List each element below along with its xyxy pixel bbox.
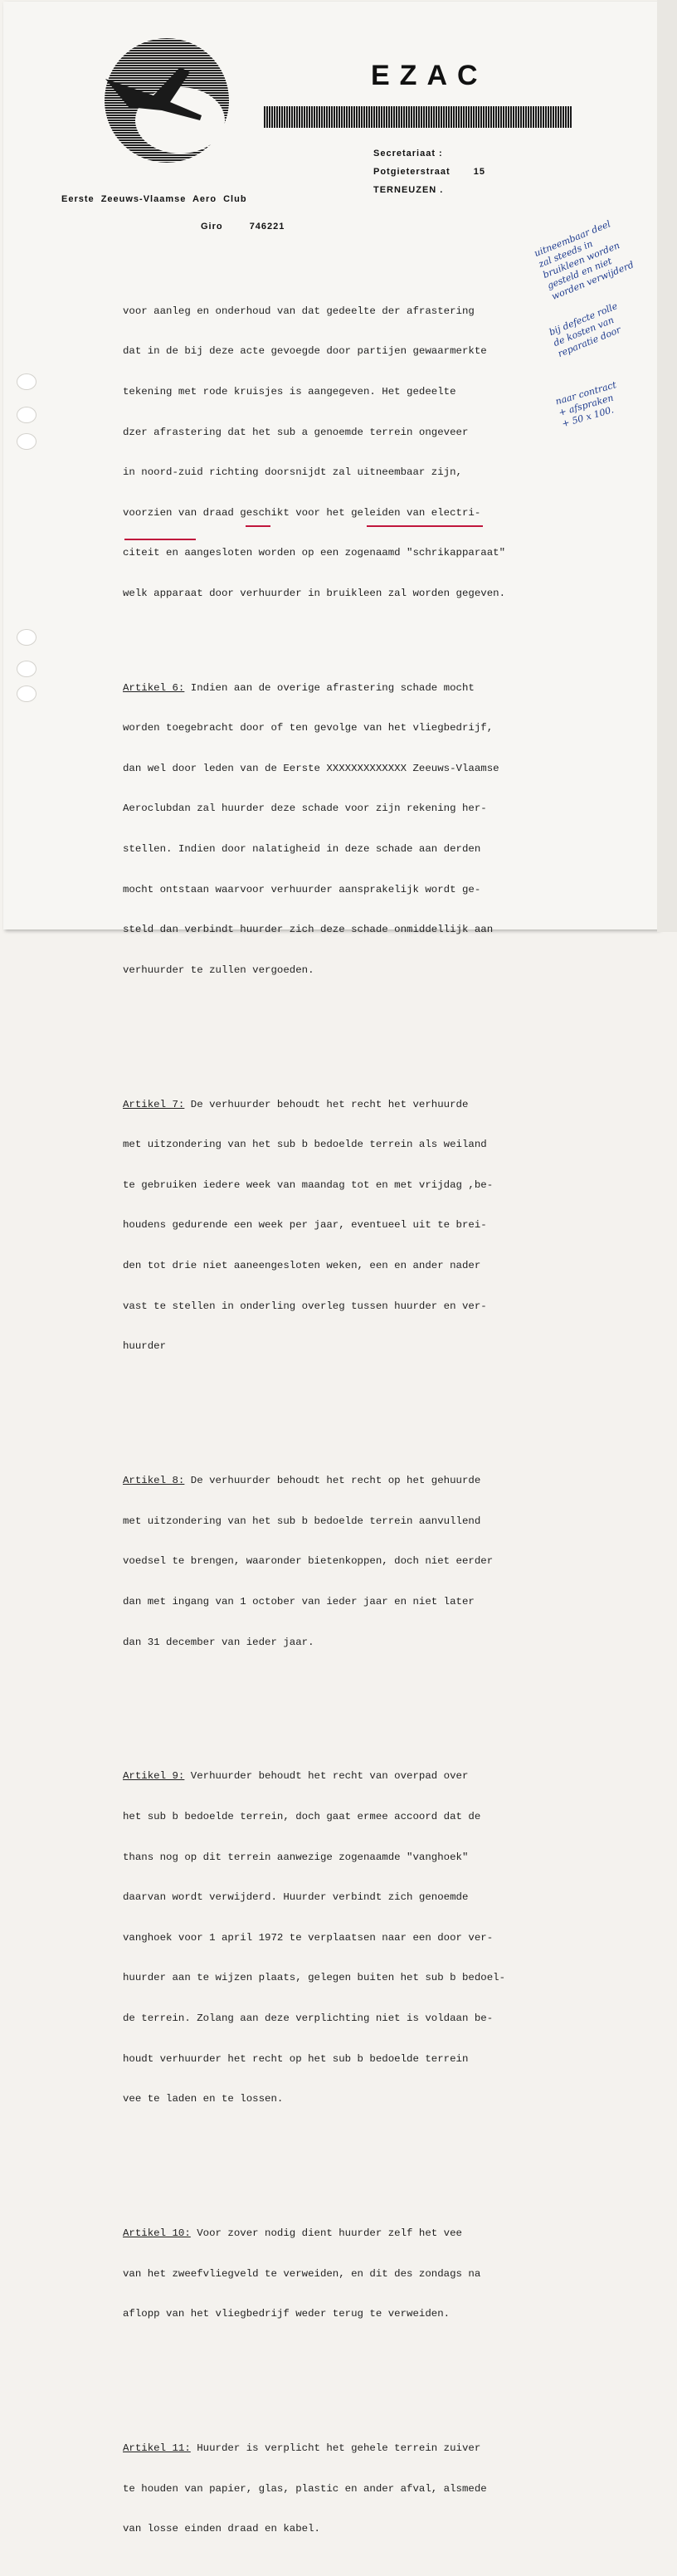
text-line: mocht ontstaan waarvoor verhuurder aansprakelijk wordt ge- (123, 883, 481, 895)
text-line: Artikel 9: Verhuurder behoudt het recht van overpad over (123, 1770, 469, 1783)
text-line: houdt verhuurder het recht op het sub b bedoelde terrein (123, 2052, 469, 2065)
text-line: aflopp van het vliegbedrijf weder terug te verweiden. (123, 2308, 451, 2320)
address-city: TERNEUZEN . (373, 185, 444, 195)
text-line: voorzien van draad geschikt voor het geleiden van electri- (123, 506, 481, 519)
text-line: Aeroclubdan zal huurder deze schade voor zijn rekening her- (123, 803, 487, 815)
binder-hole (17, 685, 37, 702)
text-line: vast te stellen in onderling overleg tussen huurder en ver- (123, 1300, 487, 1312)
text-line: huurder aan te wijzen plaats, gelegen buiten het sub b bedoel- (123, 1972, 506, 1984)
text-line: houdens gedurende een week per jaar, eventueel uit te brei- (123, 1219, 487, 1232)
address-street (373, 167, 485, 177)
red-strike-mark (246, 525, 270, 527)
text-line: Artikel 11: Huurder is verplicht het gehele terrein zuiver (123, 2442, 481, 2455)
handwritten-note: naar contract + afspraken + 50 x 100. (554, 379, 618, 430)
binder-hole (17, 407, 37, 423)
text-line: te gebruiken iedere week van maandag tot en met vrijdag ,be- (123, 1178, 494, 1191)
contract-body (123, 251, 529, 2576)
club-name: Eerste Zeeuws-Vlaamse Aero Club (61, 194, 247, 204)
text-line: de terrein. Zolang aan deze verplichting niet is voldaan be- (123, 2013, 494, 2024)
text-line: thans nog op dit terrein aanwezige zogenaamde "vanghoek" (123, 1851, 469, 1863)
giro-number: 746221 (249, 222, 285, 232)
text-line: van losse einden draad en kabel. (123, 2523, 320, 2535)
text-line: Artikel 7: De verhuurder behoudt het recht het verhuurde (123, 1098, 469, 1110)
text-line: dan met ingang van 1 october van ieder jaar en niet later (123, 1595, 475, 1608)
text-line: citeit en aangesloten worden op een zogenaamd "schrikapparaat" (123, 547, 506, 559)
article-11 (123, 2415, 529, 2563)
text-line: huurder (123, 1340, 167, 1353)
club-logo (104, 37, 230, 163)
text-line: met uitzondering van het sub b bedoelde terrein aanvullend (123, 1515, 481, 1527)
text-line: het sub b bedoelde terrein, doch gaat ermee accoord dat de (123, 1810, 481, 1822)
text-line: in noord-zuid richting doorsnijdt zal uitneembaar zijn, (123, 466, 462, 479)
article-heading: Artikel 7: (123, 1098, 185, 1110)
text-line: dan wel door leden van de Eerste XXXXXXXXXXXXX Zeeuws-Vlaamse (123, 762, 499, 774)
giro-line (201, 222, 285, 232)
page-edge (657, 0, 677, 932)
text-line: vee te laden en te lossen. (123, 2093, 284, 2105)
binder-hole (17, 629, 37, 646)
secretariaat-label: Secretariaat : (373, 149, 443, 159)
article-9 (123, 1743, 529, 2133)
article-8 (123, 1447, 529, 1676)
text-line: dat in de bij deze acte gevoegde door partijen gewaarmerkte (123, 345, 487, 358)
article-heading: Artikel 9: (123, 1770, 185, 1783)
handwritten-note: bij defecte rolle de kosten van reparatie door (548, 300, 623, 360)
article-heading: Artikel 10: (123, 2227, 191, 2240)
text-line: verhuurder te zullen vergoeden. (123, 964, 314, 976)
article-6 (123, 654, 529, 1003)
text-line: dan 31 december van ieder jaar. (123, 1636, 314, 1648)
org-title: EZAC (371, 60, 488, 91)
article-10 (123, 2200, 529, 2348)
text-line: te houden van papier, glas, plastic en ander afval, alsmede (123, 2482, 487, 2495)
text-line: vanghoek voor 1 april 1972 te verplaatsen naar een door ver- (123, 1931, 494, 1944)
article-7 (123, 1071, 529, 1380)
red-strike-mark (367, 525, 483, 527)
handwritten-note: uitneembaar deel zal steeds in bruikleen worden gesteld en niet worden verwijderd (533, 218, 636, 302)
text-line: stellen. Indien door nalatigheid in deze schade aan derden (123, 842, 481, 855)
binder-hole (17, 373, 37, 390)
text-line: welk apparaat door verhuurder in bruikleen zal worden gegeven. (123, 588, 506, 600)
text-line: Artikel 6: Indien aan de overige afrastering schade mocht (123, 681, 475, 694)
text-line: worden toegebracht door of ten gevolge van het vliegbedrijf, (123, 722, 494, 734)
intro-paragraph (123, 277, 529, 627)
text-line: voedsel te brengen, waaronder bietenkoppen, doch niet eerder (123, 1555, 494, 1568)
text-line: daarvan wordt verwijderd. Huurder verbindt zich genoemde (123, 1891, 469, 1904)
text-line: tekening met rode kruisjes is aangegeven. Het gedeelte (123, 386, 456, 398)
red-strike-mark (124, 539, 196, 540)
article-heading: Artikel 8: (123, 1475, 185, 1487)
article-heading: Artikel 6: (123, 681, 185, 694)
house-number: 15 (473, 167, 485, 177)
binder-hole (17, 433, 37, 450)
text-line: den tot drie niet aaneengesloten weken, een en ander nader (123, 1260, 481, 1272)
text-line: Artikel 10: Voor zover nodig dient huurder zelf het vee (123, 2227, 462, 2240)
text-line: van het zweefvliegveld te verweiden, en dit des zondags na (123, 2267, 481, 2280)
giro-label: Giro (201, 222, 223, 232)
text-line: Artikel 8: De verhuurder behoudt het recht op het gehuurde (123, 1475, 481, 1487)
article-heading: Artikel 11: (123, 2442, 191, 2455)
header-bar (264, 106, 572, 128)
binder-hole (17, 661, 37, 677)
text-line: dzer afrastering dat het sub a genoemde terrein ongeveer (123, 426, 469, 438)
text-line: voor aanleg en onderhoud van dat gedeelte der afrastering (123, 305, 475, 317)
street-name: Potgieterstraat (373, 167, 451, 177)
text-line: met uitzondering van het sub b bedoelde terrein als weiland (123, 1139, 487, 1151)
text-line: steld dan verbindt huurder zich deze schade onmiddellijk aan (123, 924, 494, 936)
